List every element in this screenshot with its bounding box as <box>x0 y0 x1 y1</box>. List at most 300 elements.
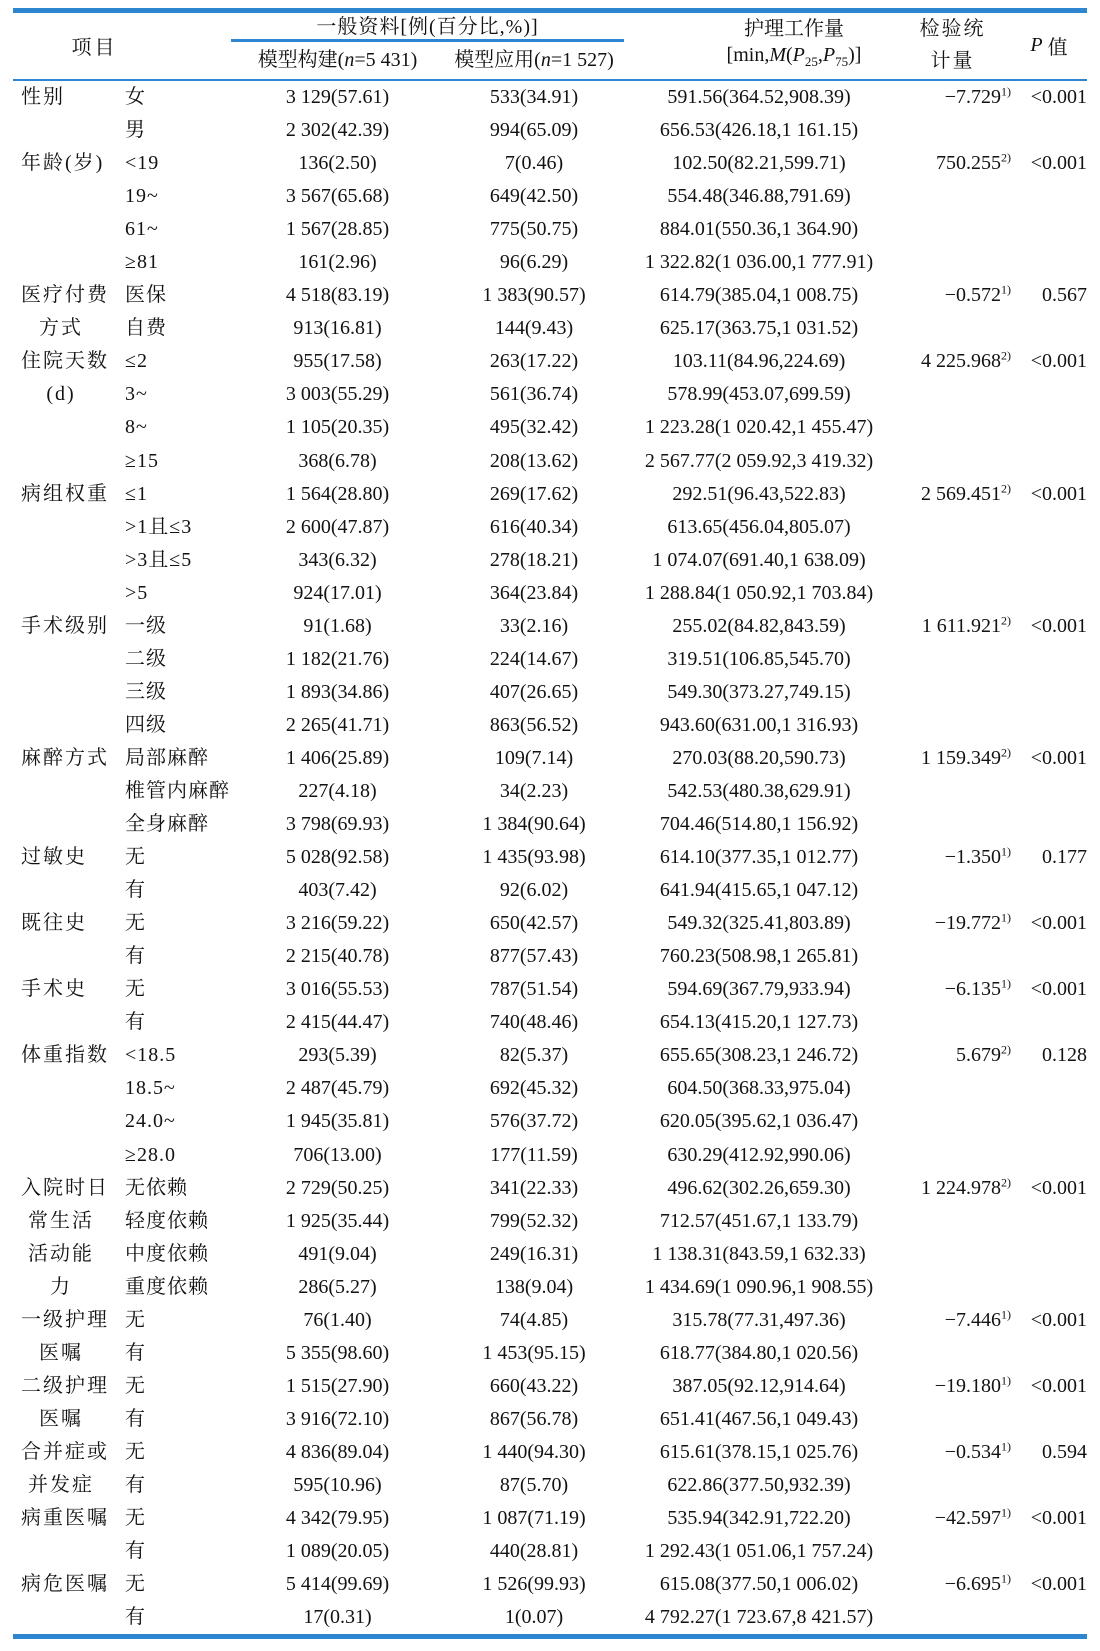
cell-p-value <box>1011 775 1087 808</box>
row-subitem: 四级 <box>125 713 167 736</box>
cell-statistic <box>894 511 1011 544</box>
cell-model-build: 403(7.42) <box>298 879 377 902</box>
cell-statistic: 2 569.451$^{2)}$ <box>921 480 1011 505</box>
header-item <box>13 13 231 79</box>
cell-p-value <box>1011 114 1087 147</box>
table-bottom-rule <box>13 1634 1087 1639</box>
row-subitem: 椎管内麻醉 <box>125 779 230 802</box>
table-row <box>13 411 1087 444</box>
cell-p-value <box>1011 180 1087 213</box>
cell-model-build: 1 406(25.89) <box>285 746 390 769</box>
cell-statistic <box>894 1238 1011 1271</box>
footnote-marker: 2) <box>1001 348 1011 363</box>
row-subitem: 无 <box>125 846 146 869</box>
row-category <box>13 1105 109 1138</box>
cell-model-apply: 364(23.84) <box>489 581 579 604</box>
table-row <box>13 907 1087 940</box>
cell-statistic <box>894 246 1011 279</box>
footnote-marker: 1) <box>1001 910 1011 925</box>
cell-model-apply: 82(5.37) <box>499 1044 569 1067</box>
cell-model-build: 286(5.27) <box>298 1275 377 1298</box>
row-category: 入院时日 <box>21 1176 109 1199</box>
cell-workload: 255.02(84.82,843.59) <box>672 614 846 637</box>
cell-model-build: 3 916(72.10) <box>285 1407 390 1430</box>
row-category: 医嘱 <box>39 1407 83 1430</box>
cell-workload: 2 567.77(2 059.92,3 419.32) <box>644 449 874 472</box>
row-category <box>13 411 109 444</box>
cell-model-apply: 1 384(90.64) <box>482 813 586 836</box>
footnote-marker: 1) <box>1001 844 1011 859</box>
table-row <box>13 940 1087 973</box>
cell-workload: 1 223.28(1 020.42,1 455.47) <box>644 416 874 439</box>
cell-p-value: <0.001 <box>1030 614 1087 637</box>
table-row <box>13 1039 1087 1072</box>
row-subitem: <19 <box>125 152 160 175</box>
cell-p-value <box>1011 1403 1087 1436</box>
cell-workload: 591.56(364.52,908.39) <box>667 86 851 108</box>
cell-model-build: 293(5.39) <box>298 1044 377 1067</box>
cell-model-build: 1 893(34.86) <box>285 680 390 703</box>
table-row <box>13 180 1087 213</box>
cell-p-value <box>1011 213 1087 246</box>
table-row <box>13 478 1087 511</box>
cell-model-build: 2 415(44.47) <box>285 1011 390 1034</box>
row-subitem: 自费 <box>125 317 167 340</box>
cell-statistic <box>894 378 1011 411</box>
row-category: 年龄(岁) <box>21 152 105 175</box>
cell-p-value <box>1011 1105 1087 1138</box>
row-category: 医疗付费 <box>21 284 109 307</box>
cell-p-value <box>1011 940 1087 973</box>
cell-workload: 319.51(106.85,545.70) <box>667 647 851 670</box>
table-row <box>13 1172 1087 1205</box>
cell-p-value <box>1011 1072 1087 1105</box>
row-subitem: 有 <box>125 1341 146 1364</box>
row-category: 病组权重 <box>21 482 109 505</box>
table-row <box>13 1601 1087 1634</box>
cell-statistic <box>894 1006 1011 1039</box>
cell-p-value: <0.001 <box>1030 1573 1087 1596</box>
row-category: 力 <box>50 1275 72 1298</box>
header-item-label: 项目 <box>71 37 118 59</box>
cell-workload: 618.77(384.80,1 020.56) <box>659 1341 859 1364</box>
cell-model-apply: 649(42.50) <box>489 185 579 208</box>
cell-model-apply: 775(50.75) <box>489 218 579 241</box>
row-subitem: 轻度依赖 <box>125 1209 209 1232</box>
cell-workload: 102.50(82.21,599.71) <box>672 152 846 175</box>
cell-workload: 554.48(346.88,791.69) <box>667 185 851 208</box>
cell-statistic <box>894 1072 1011 1105</box>
cell-model-build: 1 089(20.05) <box>285 1540 390 1563</box>
cell-model-build: 2 215(40.78) <box>285 945 390 968</box>
cell-p-value <box>1011 1238 1087 1271</box>
cell-model-build: 3 798(69.93) <box>285 813 390 836</box>
footnote-marker: 2) <box>1001 1174 1011 1189</box>
cell-statistic <box>894 1601 1011 1634</box>
cell-workload: 103.11(84.96,224.69) <box>672 350 846 373</box>
cell-statistic: 750.255$^{2)}$ <box>936 150 1011 175</box>
cell-model-apply: 109(7.14) <box>494 746 574 769</box>
cell-model-apply: 495(32.42) <box>489 416 579 439</box>
row-subitem: 医保 <box>125 284 167 307</box>
table-row <box>13 1403 1087 1436</box>
table-row <box>13 676 1087 709</box>
row-subitem: 无 <box>125 1374 146 1397</box>
row-subitem: ≥28.0 <box>125 1143 176 1166</box>
cell-model-build: 955(17.58) <box>293 350 382 373</box>
cell-model-apply: 616(40.34) <box>489 515 579 538</box>
row-subitem: 有 <box>125 1407 146 1430</box>
cell-model-build: 5 414(99.69) <box>285 1573 390 1596</box>
cell-model-build: 3 129(57.61) <box>285 86 390 108</box>
table-row <box>13 1006 1087 1039</box>
row-category <box>13 1139 109 1172</box>
cell-statistic: −19.180$^{1)}$ <box>934 1373 1011 1397</box>
cell-statistic <box>894 1403 1011 1436</box>
cell-p-value: <0.001 <box>1030 1507 1087 1530</box>
cell-p-value <box>1011 1601 1087 1634</box>
cell-model-apply: 867(56.78) <box>489 1407 579 1430</box>
cell-model-apply: 7(0.46) <box>504 152 564 175</box>
row-subitem: 19~ <box>125 185 159 208</box>
table-row <box>13 213 1087 246</box>
cell-p-value: <0.001 <box>1030 746 1087 769</box>
cell-statistic <box>894 1105 1011 1138</box>
cell-model-build: 17(0.31) <box>303 1606 372 1629</box>
cell-model-build: 706(13.00) <box>293 1143 382 1166</box>
footnote-marker: 1) <box>1001 1505 1011 1520</box>
cell-model-build: 1 515(27.90) <box>285 1374 390 1397</box>
cell-workload: 535.94(342.91,722.20) <box>667 1507 851 1530</box>
cell-workload: 270.03(88.20,590.73) <box>672 746 846 769</box>
cell-workload: 549.32(325.41,803.89) <box>667 912 851 935</box>
table-row <box>13 643 1087 676</box>
row-category <box>13 808 109 841</box>
header-general-data-subcolumns <box>231 42 624 79</box>
row-category <box>13 1601 109 1634</box>
cell-model-apply: 440(28.81) <box>489 1540 579 1563</box>
cell-statistic <box>894 544 1011 577</box>
cell-p-value <box>1011 445 1087 478</box>
cell-model-build: 491(9.04) <box>298 1242 377 1265</box>
cell-model-build: 1 567(28.85) <box>285 218 390 241</box>
cell-model-apply: 34(2.23) <box>499 779 569 802</box>
cell-p-value <box>1011 1271 1087 1304</box>
cell-model-apply: 33(2.16) <box>499 614 569 637</box>
cell-model-apply: 660(43.22) <box>489 1374 579 1397</box>
cell-model-apply: 92(6.02) <box>499 879 569 902</box>
table-row <box>13 378 1087 411</box>
table-row <box>13 511 1087 544</box>
table-row <box>13 1436 1087 1469</box>
row-category: 体重指数 <box>21 1044 109 1067</box>
table-row <box>13 1238 1087 1271</box>
cell-p-value <box>1011 511 1087 544</box>
row-category <box>13 1535 109 1568</box>
row-subitem: 有 <box>125 1606 146 1629</box>
cell-workload: 1 322.82(1 036.00,1 777.91) <box>644 251 874 274</box>
table-row <box>13 445 1087 478</box>
cell-p-value <box>1011 411 1087 444</box>
table-row <box>13 1337 1087 1370</box>
row-category <box>13 940 109 973</box>
cell-workload: 549.30(373.27,749.15) <box>667 680 851 703</box>
cell-workload: 1 288.84(1 050.92,1 703.84) <box>644 581 874 604</box>
cell-workload: 641.94(415.65,1 047.12) <box>659 879 859 902</box>
header-general-data <box>231 13 624 79</box>
cell-model-build: 1 105(20.35) <box>285 416 390 439</box>
cell-model-build: 3 567(65.68) <box>285 185 390 208</box>
footnote-marker: 2) <box>1001 745 1011 760</box>
cell-model-apply: 787(51.54) <box>489 978 579 1001</box>
row-category: 并发症 <box>28 1473 94 1496</box>
cell-statistic <box>894 114 1011 147</box>
row-category <box>13 1006 109 1039</box>
table-row <box>13 1271 1087 1304</box>
footnote-marker: 1) <box>1001 282 1011 297</box>
cell-workload: 1 434.69(1 090.96,1 908.55) <box>644 1275 874 1298</box>
table-row <box>13 246 1087 279</box>
cell-statistic: 1 611.921$^{2)}$ <box>921 613 1011 637</box>
row-subitem: 无依赖 <box>125 1176 188 1199</box>
row-category: (d) <box>46 383 76 406</box>
row-subitem: 重度依赖 <box>125 1275 209 1298</box>
cell-model-build: 4 518(83.19) <box>285 284 390 307</box>
row-category <box>13 775 109 808</box>
cell-model-apply: 576(37.72) <box>489 1110 579 1133</box>
cell-workload: 1 138.31(843.59,1 632.33) <box>652 1242 866 1265</box>
cell-statistic: −42.597$^{1)}$ <box>934 1505 1011 1530</box>
row-subitem: >1且≤3 <box>125 515 193 538</box>
row-subitem: 有 <box>125 1473 146 1496</box>
cell-model-apply: 138(9.04) <box>494 1275 574 1298</box>
cell-model-build: 1 945(35.81) <box>285 1110 390 1133</box>
cell-statistic: 1 224.978$^{2)}$ <box>921 1174 1011 1199</box>
cell-statistic <box>894 643 1011 676</box>
row-subitem: 无 <box>125 1573 146 1596</box>
table-row <box>13 279 1087 312</box>
cell-model-build: 1 925(35.44) <box>285 1209 390 1232</box>
cell-model-build: 227(4.18) <box>298 779 377 802</box>
cell-statistic: −7.729$^{1)}$ <box>944 84 1011 108</box>
row-subitem: 一级 <box>125 614 167 637</box>
table-row <box>13 1502 1087 1535</box>
header-statistic-line2: 计量 <box>930 49 975 72</box>
cell-statistic <box>894 1469 1011 1502</box>
row-category: 病危医嘱 <box>21 1573 109 1596</box>
cell-model-build: 3 003(55.29) <box>285 383 390 406</box>
cell-workload: 1 292.43(1 051.06,1 757.24) <box>644 1540 874 1563</box>
header-model-apply: 模型应用(n=1 527) <box>454 48 614 71</box>
cell-model-build: 595(10.96) <box>293 1473 382 1496</box>
row-subitem: 24.0~ <box>125 1110 176 1133</box>
cell-model-apply: 224(14.67) <box>489 647 579 670</box>
row-subitem: 无 <box>125 1440 146 1463</box>
cell-p-value: <0.001 <box>1030 482 1087 505</box>
cell-p-value <box>1011 544 1087 577</box>
cell-model-apply: 533(34.91) <box>489 86 579 108</box>
row-subitem: ≥81 <box>125 251 159 274</box>
cell-model-build: 3 016(55.53) <box>285 978 390 1001</box>
cell-model-build: 136(2.50) <box>298 152 377 175</box>
table-row <box>13 742 1087 775</box>
cell-workload: 578.99(453.07,699.59) <box>667 383 851 406</box>
table-row <box>13 81 1087 114</box>
cell-p-value <box>1011 643 1087 676</box>
row-subitem: 无 <box>125 1308 146 1331</box>
cell-model-apply: 341(22.33) <box>489 1176 579 1199</box>
row-category <box>13 643 109 676</box>
row-subitem: 无 <box>125 978 146 1001</box>
footnote-marker: 1) <box>1001 1439 1011 1454</box>
cell-model-apply: 249(16.31) <box>489 1242 579 1265</box>
cell-model-build: 1 564(28.80) <box>285 482 390 505</box>
table-body <box>13 81 1087 1634</box>
row-subitem: 18.5~ <box>125 1077 176 1100</box>
header-statistic <box>894 13 1011 79</box>
cell-statistic <box>894 213 1011 246</box>
cell-p-value <box>1011 312 1087 345</box>
row-category: 过敏史 <box>21 846 87 869</box>
row-subitem: ≥15 <box>125 449 159 472</box>
cell-model-apply: 407(26.65) <box>489 680 579 703</box>
row-category <box>13 544 109 577</box>
row-subitem: 全身麻醉 <box>125 813 209 836</box>
cell-p-value <box>1011 874 1087 907</box>
row-category <box>13 511 109 544</box>
row-category <box>13 709 109 742</box>
row-subitem: 有 <box>125 945 146 968</box>
cell-p-value <box>1011 1205 1087 1238</box>
cell-p-value: <0.001 <box>1030 1374 1087 1397</box>
cell-workload: 620.05(395.62,1 036.47) <box>659 1110 859 1133</box>
footnote-marker: 2) <box>1001 613 1011 628</box>
row-category <box>13 213 109 246</box>
cell-p-value <box>1011 676 1087 709</box>
cell-statistic: −0.534$^{1)}$ <box>944 1439 1011 1463</box>
cell-workload: 704.46(514.80,1 156.92) <box>659 813 859 836</box>
row-subitem: 61~ <box>125 218 159 241</box>
cell-statistic: 5.679$^{2)}$ <box>956 1042 1011 1067</box>
row-subitem: ≤1 <box>125 482 148 505</box>
row-category: 医嘱 <box>39 1341 83 1364</box>
cell-model-apply: 278(18.21) <box>489 548 579 571</box>
cell-workload: 613.65(456.04,805.07) <box>667 515 851 538</box>
cell-p-value <box>1011 1469 1087 1502</box>
cell-statistic: −19.772$^{1)}$ <box>934 910 1011 935</box>
cell-model-apply: 96(6.29) <box>499 251 569 274</box>
cell-statistic <box>894 1205 1011 1238</box>
cell-workload: 604.50(368.33,975.04) <box>667 1077 851 1100</box>
cell-model-apply: 740(48.46) <box>489 1011 579 1034</box>
cell-model-apply: 1 087(71.19) <box>482 1507 586 1530</box>
cell-model-build: 1 182(21.76) <box>285 647 390 670</box>
row-category <box>13 874 109 907</box>
table-row <box>13 808 1087 841</box>
cell-statistic: −1.350$^{1)}$ <box>944 844 1011 869</box>
row-subitem: <18.5 <box>125 1044 177 1067</box>
table-row <box>13 312 1087 345</box>
cell-p-value: 0.177 <box>1042 846 1087 869</box>
cell-model-apply: 269(17.62) <box>489 482 579 505</box>
row-category: 一级护理 <box>21 1308 109 1331</box>
table-row <box>13 345 1087 378</box>
row-category: 方式 <box>39 317 83 340</box>
cell-statistic <box>894 1271 1011 1304</box>
cell-workload: 292.51(96.43,522.83) <box>672 482 846 505</box>
cell-p-value <box>1011 378 1087 411</box>
row-subitem: 二级 <box>125 647 167 670</box>
footnote-marker: 1) <box>1001 1373 1011 1388</box>
cell-workload: 615.08(377.50,1 006.02) <box>659 1573 859 1596</box>
table-row <box>13 841 1087 874</box>
cell-statistic <box>894 577 1011 610</box>
row-category: 手术史 <box>21 978 87 1001</box>
table-row <box>13 147 1087 180</box>
cell-model-build: 4 836(89.04) <box>285 1440 390 1463</box>
row-subitem: 无 <box>125 1507 146 1530</box>
cell-statistic: −7.446$^{1)}$ <box>944 1307 1011 1331</box>
cell-model-apply: 692(45.32) <box>489 1077 579 1100</box>
cell-model-build: 2 302(42.39) <box>285 119 390 142</box>
cell-workload: 655.65(308.23,1 246.72) <box>659 1044 859 1067</box>
cell-workload: 387.05(92.12,914.64) <box>672 1374 846 1397</box>
table-row <box>13 1469 1087 1502</box>
row-subitem: 三级 <box>125 680 167 703</box>
cell-model-build: 5 355(98.60) <box>285 1341 390 1364</box>
table-row <box>13 775 1087 808</box>
row-subitem: 男 <box>125 119 146 142</box>
header-workload-line1: 护理工作量 <box>744 17 844 40</box>
footnote-marker: 1) <box>1001 1571 1011 1586</box>
cell-statistic <box>894 411 1011 444</box>
cell-model-build: 368(6.78) <box>298 449 377 472</box>
row-category: 手术级别 <box>21 614 109 637</box>
cell-model-apply: 1 453(95.15) <box>482 1341 586 1364</box>
cell-model-build: 91(1.68) <box>303 614 372 637</box>
row-subitem: 局部麻醉 <box>125 746 209 769</box>
cell-p-value <box>1011 709 1087 742</box>
cell-model-build: 924(17.01) <box>293 581 382 604</box>
cell-workload: 594.69(367.79,933.94) <box>667 978 851 1001</box>
table-row <box>13 1304 1087 1337</box>
cell-model-build: 913(16.81) <box>293 317 382 340</box>
row-category <box>13 246 109 279</box>
header-model-build: 模型构建(n=5 431) <box>257 48 418 71</box>
row-category <box>13 114 109 147</box>
cell-model-build: 2 600(47.87) <box>285 515 390 538</box>
cell-model-build: 5 028(92.58) <box>285 846 390 869</box>
table-row <box>13 610 1087 643</box>
row-category: 合并症或 <box>21 1440 109 1463</box>
cell-workload: 1 074.07(691.40,1 638.09) <box>652 548 866 571</box>
table-row <box>13 114 1087 147</box>
cell-statistic: −6.135$^{1)}$ <box>944 976 1011 1001</box>
row-subitem: ≤2 <box>125 350 148 373</box>
cell-statistic <box>894 808 1011 841</box>
cell-model-apply: 994(65.09) <box>489 119 579 142</box>
row-subitem: >5 <box>125 581 149 604</box>
cell-p-value: 0.594 <box>1042 1440 1087 1463</box>
row-category <box>13 180 109 213</box>
cell-workload: 614.79(385.04,1 008.75) <box>659 284 859 307</box>
cell-model-apply: 650(42.57) <box>489 912 579 935</box>
row-subitem: 女 <box>125 86 146 108</box>
cell-model-apply: 144(9.43) <box>494 317 574 340</box>
cell-workload: 315.78(77.31,497.36) <box>672 1308 846 1331</box>
table-row <box>13 1072 1087 1105</box>
table-row <box>13 1568 1087 1601</box>
